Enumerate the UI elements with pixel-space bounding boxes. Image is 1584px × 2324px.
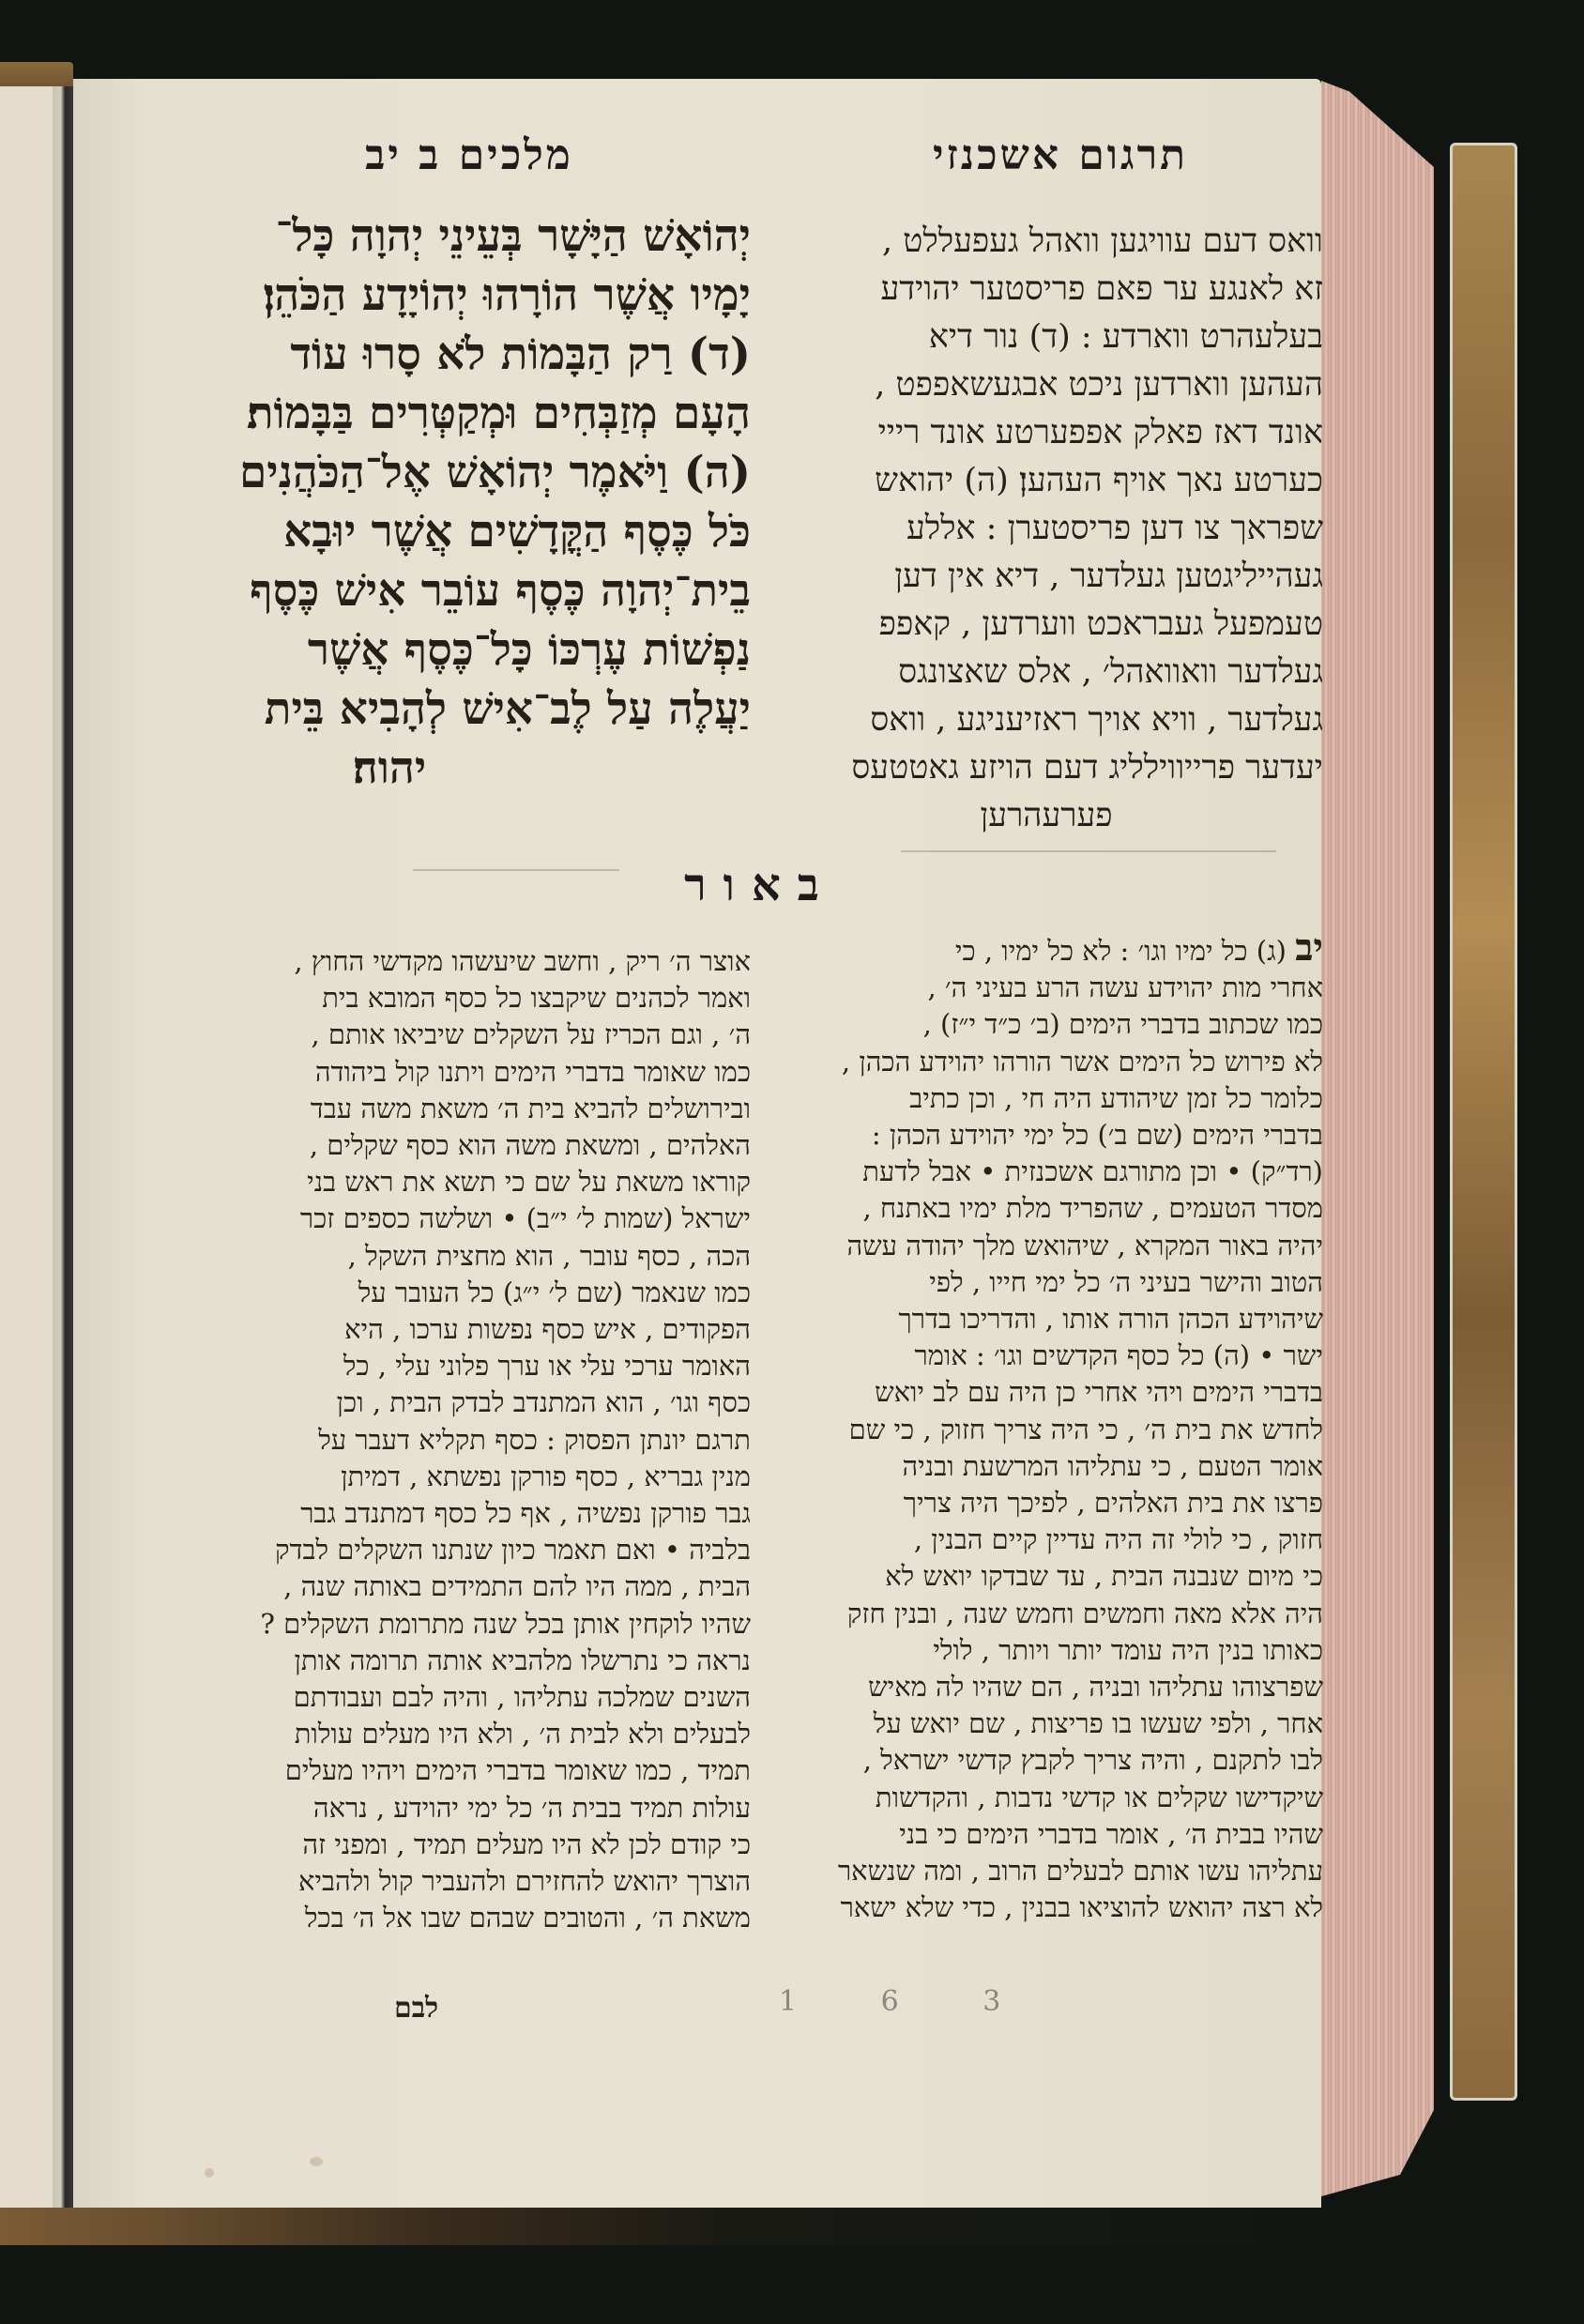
commentary-line: גבר פורקן נפשיה , אף כל כסף דמתנדב גבר bbox=[300, 1497, 751, 1530]
commentary-line: כי קודם לכן לא היו מעלים תמיד , ומפני זה bbox=[302, 1827, 751, 1860]
left-page-edge bbox=[0, 86, 53, 2209]
commentary-line: ואמר לכהנים שיקבצו כל כסף המובא בית bbox=[322, 982, 751, 1015]
commentary-line: נראה כי נתרשלו מלהביא אותה תרומה אותן bbox=[294, 1644, 751, 1676]
commentary-line: שיקדישו שקלים או קדשי נדבות , והקדשות bbox=[875, 1781, 1323, 1813]
commentary-line: (רד״ק) • וכן מתורגם אשכנזית • אבל לדעת bbox=[862, 1155, 1323, 1188]
commentary-line: אחרי מות יהוידע עשה הרע בעיני ה׳ , bbox=[927, 971, 1323, 1004]
commentary-line: כאותו בנין היה עומד יותר ויותר , לולי bbox=[933, 1633, 1323, 1666]
commentary-line: חזוק , כי לולי זה היה עדיין קיים הבנין , bbox=[913, 1523, 1323, 1556]
translation-line: געהייליגטען געלדער , דיא אין דען bbox=[894, 558, 1323, 595]
commentary-line: פרצו את בית האלהים , לפיכך היה צריך bbox=[903, 1487, 1323, 1520]
commentary-line: שהיו בבית ה׳ , אומר בדברי הימים כי בני bbox=[899, 1817, 1323, 1850]
printer-signature-mark: 1 6 3 bbox=[779, 1985, 1039, 2018]
foxing-spot bbox=[310, 2157, 323, 2166]
cover-bottom-edge bbox=[0, 2208, 1445, 2245]
commentary-line: הכה , כסף עובר , הוא מחצית השקל , bbox=[347, 1239, 751, 1272]
commentary-line: לא רצה יהואש להוציאו בבנין , כדי שלא ישאר bbox=[840, 1891, 1323, 1924]
commentary-line: בדברי הימים ויהי אחרי כן היה עם לב יואש bbox=[875, 1376, 1323, 1409]
translation-line: בעלעהרט ווארדע : (ד) נור דיא bbox=[928, 318, 1323, 356]
commentary-line: יב (ג) כל ימיו וגו׳ : לא כל ימיו , כי bbox=[769, 929, 1323, 970]
cover-top-strip bbox=[0, 62, 73, 88]
translation-line: העהען ווארדען ניכט אבגעשאפפט , bbox=[875, 366, 1323, 404]
commentary-right-column bbox=[769, 929, 1323, 1926]
commentary-line: ישר • (ה) כל כסף הקדשים וגו׳ : אומר bbox=[914, 1339, 1323, 1372]
bible-line: יְהוֹאָשׁ הַיָּשָׁר בְּעֵינֵי יְהוָה כָּל־ bbox=[275, 210, 751, 262]
commentary-line: לבו לתקנם , והיה צריך לקבץ קדשי ישראל , bbox=[862, 1744, 1323, 1777]
foxing-spot bbox=[205, 2168, 214, 2178]
translation-line: געלדער וואוואהל׳ , אלס שאצונגס bbox=[898, 653, 1323, 691]
translation-line: טעמפעל געבראכט ווערדען , קאפפ bbox=[878, 605, 1323, 643]
commentary-line: האלהים , ומשאת משה הוא כסף שקלים , bbox=[309, 1129, 751, 1162]
commentary-line: שיהוידע הכהן הורה אותו , והדריכו בדרך bbox=[898, 1303, 1323, 1336]
commentary-line: עולות תמיד בבית ה׳ כל ימי יהוידע , נראה bbox=[312, 1791, 751, 1824]
commentary-line: אחר , ולפי שעשו בו פריצות , שם יואש על bbox=[873, 1707, 1323, 1740]
running-header-left: מלכים ב יב bbox=[365, 131, 573, 179]
commentary-line: מסדר הטעמים , שהפריד מלת ימיו באתנח , bbox=[862, 1192, 1323, 1225]
bible-line: נַפְשׁוֹת עֶרְכּוֹ כָּל־כֶּסֶף אֲשֶׁר bbox=[307, 624, 751, 676]
commentary-line: כסף וגו׳ , הוא המתנדב לבדק הבית , וכן bbox=[336, 1386, 751, 1419]
bible-last-line: יהוה׃ bbox=[352, 742, 427, 794]
bible-line: בֵית־יְהוָה כֶּסֶף עוֹבֵר אִישׁ כֶּסֶף bbox=[250, 565, 751, 617]
bible-line: כֹּל כֶּסֶף הַקֳּדָשִׁים אֲשֶׁר יוּבָא bbox=[283, 506, 751, 558]
commentary-line: בלביה • ואם תאמר כיון שנתנו השקלים לבדק bbox=[275, 1534, 751, 1567]
commentary-line: ה׳ , וגם הכריז על השקלים שיביאו אותם , bbox=[311, 1018, 751, 1051]
yiddish-translation-column bbox=[769, 218, 1323, 840]
commentary-line: כמו שנאמר (שם ל׳ י״ג) כל העובר על bbox=[358, 1276, 751, 1308]
commentary-line: אומר הטעם , כי עתליהו המרשעת ובניה bbox=[902, 1449, 1323, 1482]
commentary-line: תרגם יונתן הפסוק : כסף תקליא דעבר על bbox=[318, 1423, 751, 1456]
commentary-line: כי מיום שנבנה הבית , עד שבדקו יואש לא bbox=[885, 1560, 1323, 1593]
bible-text-column bbox=[178, 206, 751, 798]
commentary-line: היה אלא מאה וחמשים וחמש שנה , ובנין חזק bbox=[846, 1597, 1323, 1629]
commentary-line: שהיו לוקחין אותן בכל שנה מתרומת השקלים ? bbox=[260, 1607, 751, 1640]
commentary-line: ובירושלים להביא בית ה׳ משאת משה עבד bbox=[310, 1092, 751, 1124]
section-divider bbox=[901, 850, 1276, 852]
book-gutter bbox=[53, 86, 73, 2209]
chapter-number: יב bbox=[1295, 929, 1323, 970]
commentary-line: כמו שאומר בדברי הימים ויתנו קול ביהודה bbox=[314, 1055, 751, 1088]
translation-line: אונד דאז פאלק אפפערטע אונד רייי bbox=[877, 414, 1323, 451]
commentary-line: משאת ה׳ , והטובים שבהם שבו אל ה׳ בכל bbox=[304, 1902, 751, 1934]
translation-line: וואס דעם עוויגען וואהל געפעללט , bbox=[881, 222, 1323, 260]
bible-line: הָעָם מְזַבְּחִים וּמְקַטְּרִים בַּבָּמוֹת׃ bbox=[246, 388, 751, 439]
commentary-line: הפקודים , איש כסף נפשות ערכו , היא bbox=[344, 1313, 751, 1346]
commentary-line: השנים שמלכה עתליהו , והיה לבם ועבודתם bbox=[293, 1681, 751, 1714]
bible-line: יָמָיו אֲשֶׁר הוֹרָהוּ יְהוֹיָדָע הַכֹּהֵן׃ bbox=[263, 269, 751, 321]
page-fore-edge bbox=[1321, 38, 1434, 2196]
commentary-line: הבית , ממה היו להם התמידים באותה שנה , bbox=[283, 1570, 751, 1603]
running-header-right: תרגום אשכנזי bbox=[932, 131, 1189, 179]
commentary-line: הטוב והישר בעיני ה׳ כל ימי חייו , לפי bbox=[929, 1265, 1323, 1298]
commentary-line: הוצרך יהואש להחזירם ולהעביר קול ולהביא bbox=[297, 1865, 751, 1898]
commentary-line: לא פירוש כל הימים אשר הורהו יהוידע הכהן , bbox=[841, 1045, 1323, 1078]
translation-line: כערטע נאך אויף העהען׃ (ה) יהואש bbox=[875, 462, 1323, 499]
translation-line: געלדער , וויא אויך ראזיעניגע , וואס bbox=[870, 701, 1323, 739]
bible-line: (ה) וַיֹּאמֶר יְהוֹאָשׁ אֶל־הַכֹּהֲנִים bbox=[238, 447, 751, 498]
commentary-line: לבעלים ולא לבית ה׳ , ולא היו מעלים עולות bbox=[294, 1718, 751, 1751]
commentary-line: קוראו משאת על שם כי תשא את ראש בני bbox=[307, 1166, 751, 1199]
commentary-line: עתליהו עשו אותם לבעלים הרוב , ומה שנשאר bbox=[837, 1855, 1323, 1888]
translation-last-line: פערעהרען bbox=[980, 797, 1113, 834]
commentary-line: ישראל (שמות ל׳ י״ב) • ושלשה כספים זכר bbox=[299, 1202, 751, 1235]
bible-line: (ד) רַק הַבָּמוֹת לֹא סָרוּ עוֹד bbox=[290, 329, 751, 380]
commentary-line: לחדש את בית ה׳ , כי היה צריך חזוק , כי שם bbox=[848, 1413, 1323, 1445]
catchword: לבם bbox=[394, 1992, 439, 2025]
commentary-line: האומר ערכי עלי או ערך פלוני עלי , כל bbox=[343, 1350, 751, 1383]
commentary-line: כלומר כל זמן שיהודע היה חי , וכן כתיב bbox=[909, 1081, 1323, 1114]
commentary-line: תמיד , כמו שאומר בדברי הימים ויהיו מעלים bbox=[284, 1754, 751, 1787]
commentary-left-column bbox=[178, 943, 751, 1936]
section-divider bbox=[413, 869, 619, 871]
bible-line: יַעֲלֶה עַל לֶב־אִישׁ לְהָבִיא בֵּית bbox=[264, 683, 751, 735]
commentary-line: בדברי הימים (שם ב׳) כל ימי יהוידע הכהן : bbox=[871, 1119, 1323, 1152]
commentary-line: יהיה באור המקרא , שיהואש מלך יהודה עשה bbox=[846, 1229, 1323, 1261]
commentary-line: שפרצוהו עתליהו ובניה , הם שהיו לה מאיש bbox=[868, 1671, 1323, 1704]
translation-line: זא לאנגע ער פאם פריסטער יהוידע bbox=[880, 270, 1323, 308]
section-title-beur: באור bbox=[684, 859, 836, 911]
commentary-line: כמו שכתוב בדברי הימים (ב׳ כ״ד י״ז) , bbox=[922, 1008, 1323, 1041]
commentary-line: מנין גבריא , כסף פורקן נפשתא , דמיתן bbox=[341, 1460, 751, 1492]
translation-line: שפראך צו דען פריסטערן : אללע bbox=[906, 510, 1323, 547]
translation-line: יעדער פרייווילליג דעם הויזע גאטטעס bbox=[851, 749, 1323, 787]
back-cover bbox=[1450, 143, 1517, 2101]
commentary-line: אוצר ה׳ ריק , וחשב שיעשהו מקדשי החוץ , bbox=[294, 945, 751, 977]
